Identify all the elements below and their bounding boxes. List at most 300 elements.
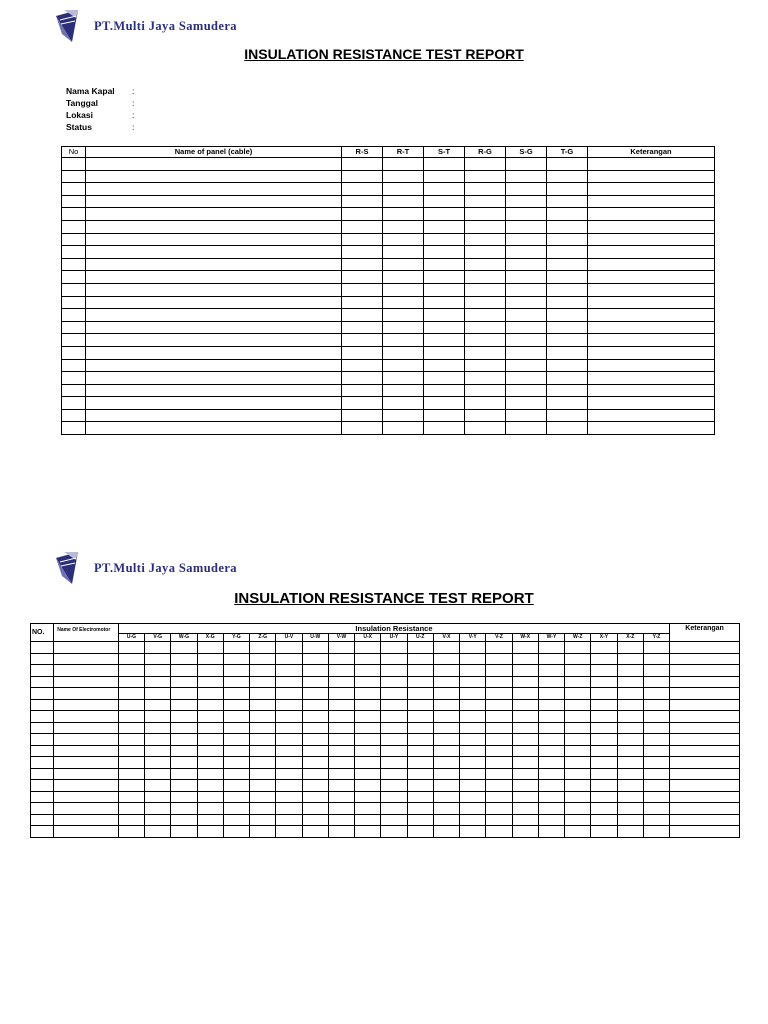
table-cell[interactable] [565,757,591,769]
table-cell[interactable] [342,183,383,196]
table-cell[interactable] [547,359,588,372]
table-cell[interactable] [383,422,424,435]
table-cell[interactable] [643,745,669,757]
table-cell[interactable] [355,711,381,723]
table-cell[interactable] [62,158,86,171]
table-cell[interactable] [383,195,424,208]
table-cell[interactable] [342,158,383,171]
table-cell[interactable] [54,699,119,711]
table-cell[interactable] [62,384,86,397]
table-cell[interactable] [643,757,669,769]
table-cell[interactable] [197,711,223,723]
table-cell[interactable] [342,258,383,271]
table-cell[interactable] [486,653,512,665]
table-cell[interactable] [506,422,547,435]
table-cell[interactable] [591,745,617,757]
table-cell[interactable] [62,220,86,233]
table-cell[interactable] [407,688,433,700]
table-cell[interactable] [407,699,433,711]
table-cell[interactable] [86,409,342,422]
table-cell[interactable] [62,246,86,259]
table-cell[interactable] [276,711,302,723]
table-cell[interactable] [145,711,171,723]
table-cell[interactable] [54,688,119,700]
table-cell[interactable] [588,321,715,334]
table-cell[interactable] [460,791,486,803]
table-cell[interactable] [538,688,564,700]
table-cell[interactable] [588,309,715,322]
table-cell[interactable] [588,195,715,208]
table-cell[interactable] [62,195,86,208]
table-cell[interactable] [433,780,459,792]
table-cell[interactable] [328,665,354,677]
table-cell[interactable] [512,734,538,746]
table-cell[interactable] [276,699,302,711]
table-cell[interactable] [407,676,433,688]
table-cell[interactable] [197,803,223,815]
table-cell[interactable] [342,246,383,259]
table-cell[interactable] [86,397,342,410]
table-cell[interactable] [670,803,740,815]
table-cell[interactable] [302,780,328,792]
table-cell[interactable] [383,183,424,196]
table-cell[interactable] [547,384,588,397]
table-cell[interactable] [512,642,538,654]
table-cell[interactable] [342,208,383,221]
table-cell[interactable] [433,734,459,746]
table-cell[interactable] [31,665,54,677]
table-cell[interactable] [424,170,465,183]
table-cell[interactable] [538,768,564,780]
table-cell[interactable] [506,271,547,284]
table-cell[interactable] [342,372,383,385]
table-cell[interactable] [383,258,424,271]
table-cell[interactable] [407,665,433,677]
table-cell[interactable] [617,768,643,780]
table-cell[interactable] [197,734,223,746]
table-cell[interactable] [547,258,588,271]
table-cell[interactable] [342,283,383,296]
table-cell[interactable] [506,195,547,208]
table-cell[interactable] [643,803,669,815]
table-cell[interactable] [62,334,86,347]
table-cell[interactable] [591,780,617,792]
table-cell[interactable] [118,711,144,723]
table-cell[interactable] [223,768,249,780]
table-cell[interactable] [62,258,86,271]
table-cell[interactable] [617,734,643,746]
table-cell[interactable] [433,688,459,700]
table-cell[interactable] [547,321,588,334]
table-cell[interactable] [565,665,591,677]
table-cell[interactable] [276,688,302,700]
table-cell[interactable] [381,676,407,688]
table-cell[interactable] [197,676,223,688]
table-cell[interactable] [118,676,144,688]
table-cell[interactable] [506,359,547,372]
table-cell[interactable] [565,768,591,780]
table-cell[interactable] [86,283,342,296]
table-cell[interactable] [31,653,54,665]
table-cell[interactable] [31,745,54,757]
table-cell[interactable] [62,233,86,246]
table-cell[interactable] [424,246,465,259]
table-cell[interactable] [355,676,381,688]
table-cell[interactable] [512,791,538,803]
table-cell[interactable] [355,734,381,746]
table-cell[interactable] [302,757,328,769]
table-cell[interactable] [433,803,459,815]
table-cell[interactable] [145,642,171,654]
table-cell[interactable] [617,653,643,665]
table-cell[interactable] [250,814,276,826]
table-cell[interactable] [62,372,86,385]
table-cell[interactable] [538,734,564,746]
table-cell[interactable] [223,665,249,677]
table-cell[interactable] [591,722,617,734]
table-cell[interactable] [407,826,433,838]
table-cell[interactable] [460,768,486,780]
table-cell[interactable] [547,183,588,196]
table-cell[interactable] [486,814,512,826]
table-cell[interactable] [86,233,342,246]
table-cell[interactable] [223,688,249,700]
table-cell[interactable] [433,642,459,654]
table-cell[interactable] [250,768,276,780]
table-cell[interactable] [223,642,249,654]
table-cell[interactable] [250,665,276,677]
table-cell[interactable] [670,757,740,769]
table-cell[interactable] [643,826,669,838]
table-cell[interactable] [670,699,740,711]
table-cell[interactable] [383,246,424,259]
table-cell[interactable] [62,409,86,422]
table-cell[interactable] [643,711,669,723]
table-cell[interactable] [617,803,643,815]
table-cell[interactable] [460,757,486,769]
table-cell[interactable] [465,183,506,196]
table-cell[interactable] [302,768,328,780]
table-cell[interactable] [223,757,249,769]
table-cell[interactable] [465,422,506,435]
table-cell[interactable] [197,665,223,677]
table-cell[interactable] [54,768,119,780]
table-cell[interactable] [547,409,588,422]
table-cell[interactable] [588,170,715,183]
table-cell[interactable] [171,780,197,792]
table-cell[interactable] [145,745,171,757]
table-cell[interactable] [588,208,715,221]
table-cell[interactable] [250,722,276,734]
table-cell[interactable] [588,296,715,309]
table-cell[interactable] [86,334,342,347]
table-cell[interactable] [547,233,588,246]
table-cell[interactable] [424,409,465,422]
table-cell[interactable] [565,826,591,838]
table-cell[interactable] [407,757,433,769]
table-cell[interactable] [643,653,669,665]
table-cell[interactable] [118,803,144,815]
table-cell[interactable] [223,711,249,723]
table-cell[interactable] [460,665,486,677]
table-cell[interactable] [565,780,591,792]
table-cell[interactable] [433,768,459,780]
table-cell[interactable] [54,780,119,792]
table-cell[interactable] [512,814,538,826]
table-cell[interactable] [424,195,465,208]
table-cell[interactable] [355,642,381,654]
table-cell[interactable] [407,814,433,826]
table-cell[interactable] [588,271,715,284]
table-cell[interactable] [54,803,119,815]
table-cell[interactable] [383,409,424,422]
table-cell[interactable] [588,397,715,410]
table-cell[interactable] [381,814,407,826]
table-cell[interactable] [433,757,459,769]
table-cell[interactable] [355,791,381,803]
table-cell[interactable] [381,734,407,746]
table-cell[interactable] [617,780,643,792]
table-cell[interactable] [276,665,302,677]
table-cell[interactable] [617,665,643,677]
table-cell[interactable] [145,676,171,688]
table-cell[interactable] [670,676,740,688]
table-cell[interactable] [433,791,459,803]
table-cell[interactable] [342,271,383,284]
table-cell[interactable] [223,791,249,803]
table-cell[interactable] [547,296,588,309]
table-cell[interactable] [670,688,740,700]
table-cell[interactable] [381,699,407,711]
table-cell[interactable] [670,711,740,723]
table-cell[interactable] [302,653,328,665]
table-cell[interactable] [565,642,591,654]
table-cell[interactable] [465,346,506,359]
table-cell[interactable] [538,791,564,803]
table-cell[interactable] [465,158,506,171]
table-cell[interactable] [276,722,302,734]
table-cell[interactable] [62,296,86,309]
table-cell[interactable] [381,653,407,665]
table-cell[interactable] [538,676,564,688]
table-cell[interactable] [538,745,564,757]
table-cell[interactable] [565,653,591,665]
table-cell[interactable] [342,409,383,422]
table-cell[interactable] [197,780,223,792]
table-cell[interactable] [62,283,86,296]
table-cell[interactable] [383,321,424,334]
table-cell[interactable] [424,233,465,246]
table-cell[interactable] [407,642,433,654]
table-cell[interactable] [342,321,383,334]
table-cell[interactable] [86,372,342,385]
table-cell[interactable] [460,734,486,746]
table-cell[interactable] [465,321,506,334]
table-cell[interactable] [171,722,197,734]
table-cell[interactable] [250,653,276,665]
table-cell[interactable] [506,233,547,246]
table-cell[interactable] [588,283,715,296]
table-cell[interactable] [512,699,538,711]
table-cell[interactable] [512,722,538,734]
table-cell[interactable] [328,642,354,654]
table-cell[interactable] [565,722,591,734]
table-cell[interactable] [302,734,328,746]
table-cell[interactable] [588,246,715,259]
table-cell[interactable] [588,422,715,435]
table-cell[interactable] [460,826,486,838]
table-cell[interactable] [328,791,354,803]
table-cell[interactable] [171,791,197,803]
table-cell[interactable] [54,653,119,665]
table-cell[interactable] [31,826,54,838]
table-cell[interactable] [465,397,506,410]
table-cell[interactable] [328,768,354,780]
table-cell[interactable] [506,346,547,359]
table-cell[interactable] [302,688,328,700]
table-cell[interactable] [591,676,617,688]
table-cell[interactable] [565,791,591,803]
table-cell[interactable] [512,768,538,780]
table-cell[interactable] [355,699,381,711]
table-cell[interactable] [506,246,547,259]
table-cell[interactable] [670,722,740,734]
table-cell[interactable] [223,699,249,711]
table-cell[interactable] [197,688,223,700]
table-cell[interactable] [342,346,383,359]
table-cell[interactable] [381,780,407,792]
table-cell[interactable] [460,814,486,826]
table-cell[interactable] [407,734,433,746]
table-cell[interactable] [591,734,617,746]
table-cell[interactable] [591,791,617,803]
table-cell[interactable] [342,195,383,208]
table-cell[interactable] [276,653,302,665]
table-cell[interactable] [383,372,424,385]
table-cell[interactable] [171,757,197,769]
table-cell[interactable] [512,676,538,688]
table-cell[interactable] [591,688,617,700]
table-cell[interactable] [643,722,669,734]
table-cell[interactable] [433,711,459,723]
table-cell[interactable] [62,271,86,284]
table-cell[interactable] [250,676,276,688]
table-cell[interactable] [407,780,433,792]
table-cell[interactable] [486,745,512,757]
table-cell[interactable] [31,711,54,723]
table-cell[interactable] [506,220,547,233]
table-cell[interactable] [381,791,407,803]
table-cell[interactable] [383,359,424,372]
table-cell[interactable] [617,757,643,769]
table-cell[interactable] [565,699,591,711]
table-cell[interactable] [118,826,144,838]
table-cell[interactable] [171,803,197,815]
table-cell[interactable] [342,309,383,322]
table-cell[interactable] [486,757,512,769]
table-cell[interactable] [250,791,276,803]
table-cell[interactable] [276,768,302,780]
table-cell[interactable] [486,699,512,711]
table-cell[interactable] [383,283,424,296]
table-cell[interactable] [31,757,54,769]
table-cell[interactable] [54,745,119,757]
table-cell[interactable] [465,246,506,259]
table-cell[interactable] [31,688,54,700]
table-cell[interactable] [276,826,302,838]
table-cell[interactable] [547,208,588,221]
table-cell[interactable] [407,653,433,665]
table-cell[interactable] [145,768,171,780]
table-cell[interactable] [506,409,547,422]
table-cell[interactable] [383,220,424,233]
table-cell[interactable] [62,397,86,410]
table-cell[interactable] [86,220,342,233]
table-cell[interactable] [460,688,486,700]
table-cell[interactable] [197,699,223,711]
table-cell[interactable] [355,780,381,792]
table-cell[interactable] [465,170,506,183]
table-cell[interactable] [383,397,424,410]
table-cell[interactable] [433,653,459,665]
table-cell[interactable] [31,699,54,711]
table-cell[interactable] [342,397,383,410]
table-cell[interactable] [486,711,512,723]
table-cell[interactable] [547,309,588,322]
table-cell[interactable] [506,283,547,296]
table-cell[interactable] [643,665,669,677]
table-cell[interactable] [328,699,354,711]
table-cell[interactable] [588,233,715,246]
table-cell[interactable] [433,699,459,711]
table-cell[interactable] [670,780,740,792]
table-cell[interactable] [424,309,465,322]
table-cell[interactable] [512,688,538,700]
table-cell[interactable] [465,208,506,221]
table-cell[interactable] [538,699,564,711]
table-cell[interactable] [670,814,740,826]
table-cell[interactable] [197,642,223,654]
table-cell[interactable] [54,722,119,734]
table-cell[interactable] [86,321,342,334]
table-cell[interactable] [54,757,119,769]
table-cell[interactable] [588,334,715,347]
table-cell[interactable] [302,814,328,826]
table-cell[interactable] [118,791,144,803]
table-cell[interactable] [591,803,617,815]
table-cell[interactable] [547,220,588,233]
table-cell[interactable] [328,722,354,734]
table-cell[interactable] [302,676,328,688]
table-cell[interactable] [547,334,588,347]
table-cell[interactable] [62,346,86,359]
table-cell[interactable] [565,688,591,700]
table-cell[interactable] [250,711,276,723]
table-cell[interactable] [424,321,465,334]
table-cell[interactable] [617,814,643,826]
table-cell[interactable] [355,768,381,780]
table-cell[interactable] [383,334,424,347]
table-cell[interactable] [86,359,342,372]
table-cell[interactable] [506,170,547,183]
table-cell[interactable] [670,791,740,803]
table-cell[interactable] [86,246,342,259]
table-cell[interactable] [250,803,276,815]
table-cell[interactable] [54,711,119,723]
table-cell[interactable] [342,384,383,397]
table-cell[interactable] [86,195,342,208]
table-cell[interactable] [118,722,144,734]
